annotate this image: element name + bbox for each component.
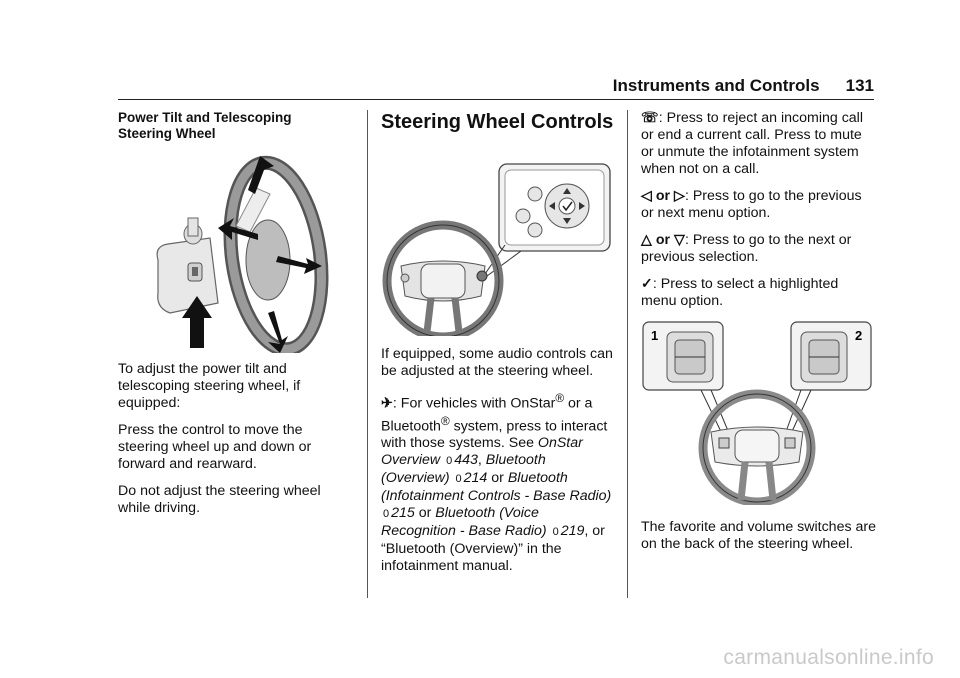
callout-1: 1	[651, 328, 659, 343]
subheading-line-2: Steering Wheel	[118, 126, 216, 141]
paragraph-select	[641, 276, 877, 310]
paragraph-2: Press the control to move the steering wheel up and down or forward and rearward.	[118, 422, 312, 472]
paragraph-selection	[641, 232, 877, 266]
header-rule	[118, 99, 874, 100]
section-heading: Steering Wheel Controls	[381, 111, 614, 133]
column-divider-2	[627, 110, 628, 598]
voice-command-icon: ✈	[381, 395, 393, 412]
paragraph-3: Do not adjust the steering wheel while driving.	[118, 483, 321, 516]
page-number: 131	[845, 76, 874, 95]
callout-2: 2	[855, 328, 863, 343]
xref-bluetooth-infotainment[interactable]: Bluetooth (Infotainment Controls - Base Radio)	[381, 470, 612, 505]
select-text: : Press to select a highlighted menu option.	[641, 276, 839, 309]
paragraph-intro: If equipped, some audio controls can be adjusted at the steering wheel.	[381, 346, 613, 379]
xref-page-219[interactable]: 219	[560, 523, 585, 540]
reject-text: : Press to reject an incoming call or end a current call. Press to mute or unmute the infotainment system when not on a call.	[641, 110, 863, 177]
onstar-lead: : For vehicles with OnStar	[392, 395, 556, 412]
xref-bluetooth-overview[interactable]: Bluetooth (Overview)	[381, 452, 546, 487]
paragraph-menu	[641, 188, 877, 222]
xref-page-214[interactable]: 214	[463, 470, 488, 487]
end-call-icon: ☏	[641, 110, 659, 126]
column-2	[381, 110, 616, 585]
column-1	[118, 110, 354, 527]
onstar-mid: or a Bluetooth	[381, 395, 593, 435]
xref-icon: 0	[552, 526, 559, 539]
subheading	[118, 110, 354, 142]
page-header	[613, 76, 874, 96]
column-divider-1	[367, 110, 368, 598]
menu-text: : Press to go to the previous or next menu option.	[641, 188, 862, 221]
xref-icon: 0	[383, 508, 390, 521]
xref-onstar-overview[interactable]: OnStar Overview	[381, 435, 583, 469]
watermark: carmanualsonline.info	[723, 646, 934, 669]
up-triangle-icon: △	[641, 232, 652, 248]
selection-text: : Press to go to the next or previous selection.	[641, 232, 852, 265]
checkmark-icon: ✓	[641, 276, 653, 292]
xref-page-443[interactable]: 443	[454, 452, 478, 469]
down-triangle-icon: ▽	[674, 232, 685, 248]
registered-mark: ®	[555, 391, 565, 405]
onstar-tail: , or “Bluetooth (Overview)” in the infotainment manual.	[381, 523, 605, 575]
section-title: Instruments and Controls	[612, 76, 820, 95]
or-word: or	[655, 188, 671, 204]
or-text: or	[487, 470, 508, 487]
steering-controls-illustration	[381, 146, 616, 336]
or-text: or	[414, 505, 436, 522]
onstar-mid-2: system, press to interact with those systems. See	[381, 418, 608, 452]
left-arrow-icon: ◁	[641, 188, 652, 204]
xref-bluetooth-voice[interactable]: Bluetooth (Voice Recognition - Base Radio)	[381, 505, 547, 540]
paragraph-1: To adjust the power tilt and telescoping steering wheel, if equipped:	[118, 361, 301, 411]
back-switches-illustration	[641, 320, 873, 505]
column-3	[641, 110, 877, 563]
paragraph-onstar: ✈: For vehicles with OnStar® or a Bluetooth® system, press to interact with those systems. See OnStar Overview 0 443, Bluetooth (Overview) 0 214 or Bluetooth (Infotainment Controls - Base Radio) 0 215 or Bluetooth (Voice Recognition - Base Radio) 0 219, or “Bluetooth (Overview)” in the infotainment manual.	[381, 391, 612, 575]
paragraph-reject	[641, 110, 877, 178]
right-arrow-icon: ▷	[674, 188, 685, 204]
xref-page-215[interactable]: 215	[391, 505, 415, 522]
xref-icon: 0	[446, 455, 453, 468]
tilt-telescope-illustration	[118, 148, 354, 353]
or-word: or	[655, 232, 671, 248]
xref-icon: 0	[455, 473, 462, 486]
paragraph-switches: The favorite and volume switches are on the back of the steering wheel.	[641, 519, 876, 552]
registered-mark: ®	[440, 413, 450, 428]
subheading-line-1: Power Tilt and Telescoping	[118, 110, 292, 125]
